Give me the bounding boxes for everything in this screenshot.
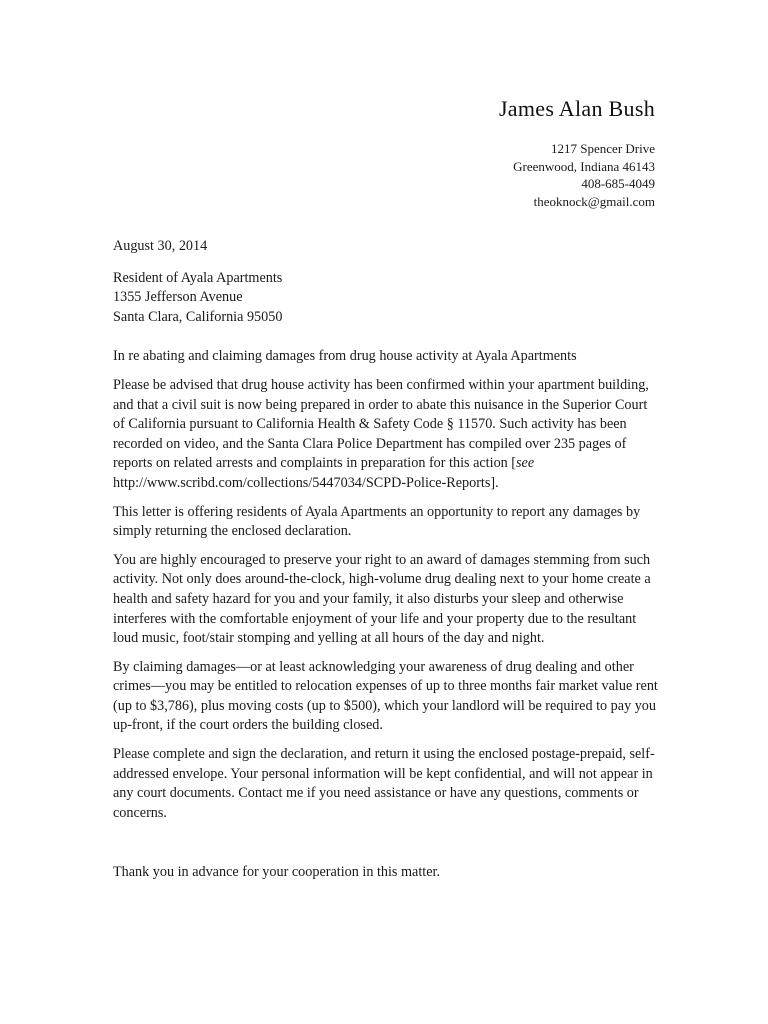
recipient-line-3: Santa Clara, California 95050 — [113, 308, 283, 325]
sender-address-block — [513, 140, 655, 210]
closing-line: Thank you in advance for your cooperation in this matter. — [113, 864, 441, 881]
paragraph-notice-text: Please be advised that drug house activity has been confirmed within your apartment building, and that a civil suit is now being prepared in order to abate this nuisance in the Superior Court of California pursuant to California Health & Safety Code § 11570. Such activity has been recorded on video, and the Santa Clara Police Department has compiled over 235 pages of reports on related arrests and complaints in preparation for this action [ — [113, 376, 649, 472]
paragraph-encouragement: You are highly encouraged to preserve your right to an award of damages stemming from such activity. Not only does around-the-clock, high-volume drug dealing next to your home create a health and safety hazard for you and your family, it also disturbs your sleep and otherwise interferes with the comfortable enjoyment of your life and your property due to the resultant loud music, foot/stair stomping and yelling at all hours of the day and night. — [113, 551, 651, 647]
recipient-address-block — [113, 269, 661, 328]
letter-body — [113, 237, 661, 883]
paragraph-instructions: Please complete and sign the declaration, and return it using the enclosed postage-prepaid, self-addressed envelope. Your personal information will be kept confidential, and will not appear in any court documents. Contact me if you need assistance or have any questions, comments or concerns. — [113, 746, 655, 821]
police-reports-link: http://www.scribd.com/collections/5447034/SCPD-Police-Reports — [113, 474, 491, 491]
sender-city: Greenwood, Indiana 46143 — [513, 158, 655, 174]
paragraph-offer: This letter is offering residents of Ayala Apartments an opportunity to report any damages by simply returning the enclosed declaration. — [113, 503, 641, 540]
see-italic: see — [516, 455, 535, 472]
subject-line: In re abating and claiming damages from drug house activity at Ayala Apartments — [113, 348, 577, 365]
paragraph-damages: By claiming damages—or at least acknowledging your awareness of drug dealing and other crimes—you may be entitled to relocation expenses of up to three months fair market value rent (up to $3,786), plus moving costs (up to $500), which your landlord will be required to pay you up-front, if the court orders the building closed. — [113, 658, 658, 734]
sender-email: theoknock@gmail.com — [533, 193, 655, 209]
letter-date: August 30, 2014 — [113, 238, 208, 254]
paragraph-notice-end: ]. — [490, 474, 499, 491]
sender-street: 1217 Spencer Drive — [551, 141, 655, 156]
recipient-line-2: 1355 Jefferson Avenue — [113, 289, 243, 306]
paragraph-notice — [113, 376, 661, 494]
recipient-line-1: Resident of Ayala Apartments — [113, 269, 283, 286]
sender-name: James Alan Bush — [498, 96, 655, 121]
sender-phone: 408-685-4049 — [581, 176, 655, 191]
